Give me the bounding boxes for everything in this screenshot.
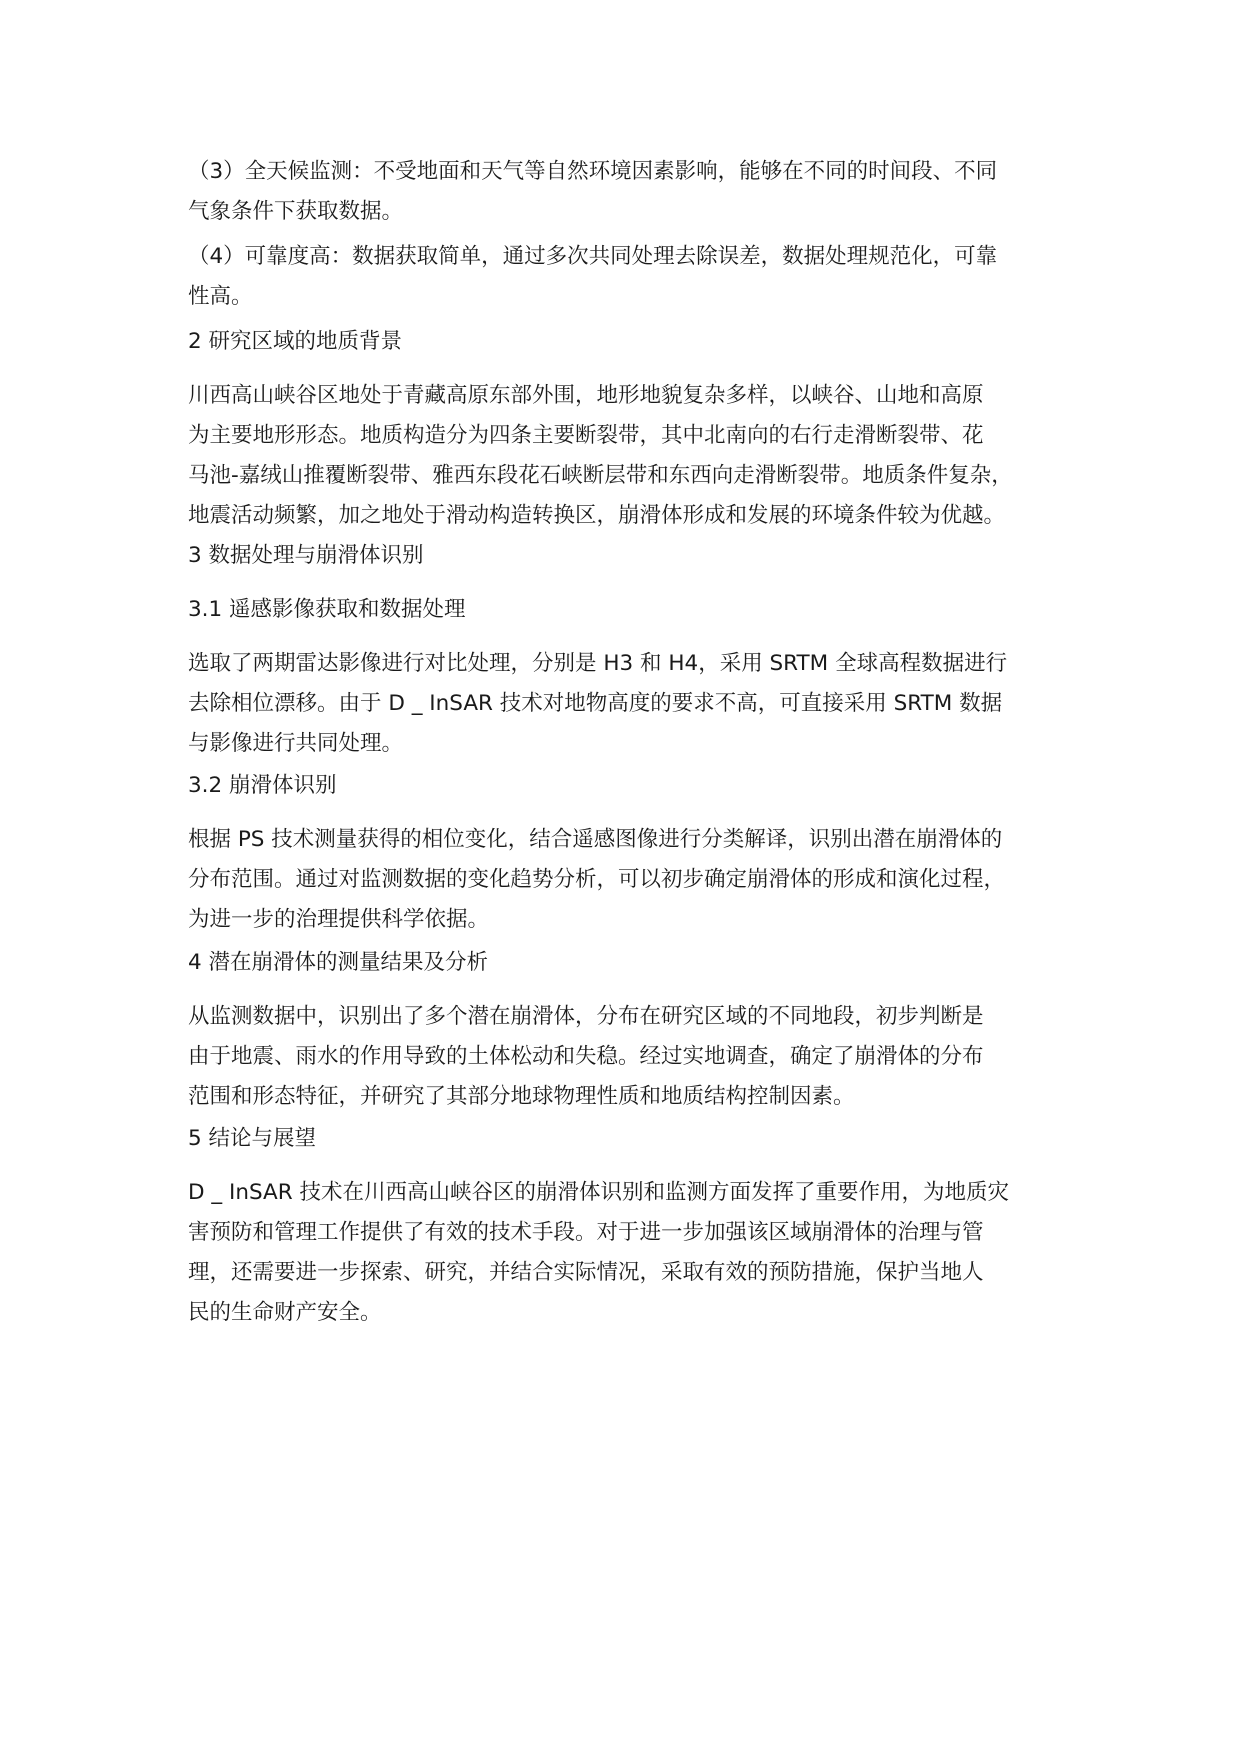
text-line: 害预防和管理工作提供了有效的技术手段。对于进一步加强该区域崩滑体的治理与管 <box>188 1220 984 1245</box>
paragraph-all-weather-monitoring <box>188 152 1088 232</box>
text-line: 去除相位漂移。由于 D _ InSAR 技术对地物高度的要求不高，可直接采用 SRTM 数据 <box>188 691 1003 716</box>
text-line: 民的生命财产安全。 <box>188 1300 382 1325</box>
text-line: 范围和形态特征，并研究了其部分地球物理性质和地质结构控制因素。 <box>188 1084 855 1109</box>
paragraph-landslide-identification <box>188 820 1088 940</box>
section-heading-3-1 <box>188 590 1088 630</box>
text-line: 气象条件下获取数据。 <box>188 199 404 224</box>
text-line: 地震活动频繁，加之地处于滑动构造转换区，崩滑体形成和发展的环境条件较为优越。 <box>188 503 1006 528</box>
heading-text: 3.1 遥感影像获取和数据处理 <box>188 597 466 622</box>
text-line: 为进一步的治理提供科学依据。 <box>188 907 490 932</box>
text-line: D _ InSAR 技术在川西高山峡谷区的崩滑体识别和监测方面发挥了重要作用，为地质灾 <box>188 1180 1009 1205</box>
text-line: 马池-嘉绒山推覆断裂带、雅西东段花石峡断层带和东西向走滑断裂带。地质条件复杂， <box>188 463 1013 488</box>
text-line: （3）全天候监测：不受地面和天气等自然环境因素影响，能够在不同的时间段、不同 <box>188 159 998 184</box>
paragraph-measurement-results <box>188 997 1088 1117</box>
section-heading-3-2 <box>188 766 1088 806</box>
text-line: 分布范围。通过对监测数据的变化趋势分析，可以初步确定崩滑体的形成和演化过程， <box>188 867 1006 892</box>
paragraph-geologic-background <box>188 376 1088 536</box>
section-heading-4 <box>188 943 1088 983</box>
text-line: 从监测数据中，识别出了多个潜在崩滑体，分布在研究区域的不同地段，初步判断是 <box>188 1004 984 1029</box>
heading-text: 5 结论与展望 <box>188 1126 317 1151</box>
text-line: 为主要地形形态。地质构造分为四条主要断裂带，其中北南向的右行走滑断裂带、花 <box>188 423 984 448</box>
paragraph-high-reliability <box>188 237 1088 317</box>
heading-text: 3 数据处理与崩滑体识别 <box>188 543 424 568</box>
heading-text: 4 潜在崩滑体的测量结果及分析 <box>188 950 489 975</box>
text-line: 性高。 <box>188 284 253 309</box>
section-heading-5 <box>188 1119 1088 1159</box>
section-heading-2 <box>188 322 1088 362</box>
section-heading-3 <box>188 536 1088 576</box>
text-line: 由于地震、雨水的作用导致的土体松动和失稳。经过实地调查，确定了崩滑体的分布 <box>188 1044 984 1069</box>
heading-text: 3.2 崩滑体识别 <box>188 773 337 798</box>
text-line: （4）可靠度高：数据获取简单，通过多次共同处理去除误差，数据处理规范化，可靠 <box>188 244 998 269</box>
paragraph-image-acquisition <box>188 644 1088 764</box>
heading-text: 2 研究区域的地质背景 <box>188 329 403 354</box>
text-line: 与影像进行共同处理。 <box>188 731 404 756</box>
text-line: 川西高山峡谷区地处于青藏高原东部外围，地形地貌复杂多样，以峡谷、山地和高原 <box>188 383 984 408</box>
paragraph-conclusion <box>188 1173 1088 1333</box>
text-line: 根据 PS 技术测量获得的相位变化，结合遥感图像进行分类解译，识别出潜在崩滑体的 <box>188 827 1003 852</box>
text-line: 理，还需要进一步探索、研究，并结合实际情况，采取有效的预防措施，保护当地人 <box>188 1260 984 1285</box>
text-line: 选取了两期雷达影像进行对比处理，分别是 H3 和 H4，采用 SRTM 全球高程数据进行 <box>188 651 1008 676</box>
